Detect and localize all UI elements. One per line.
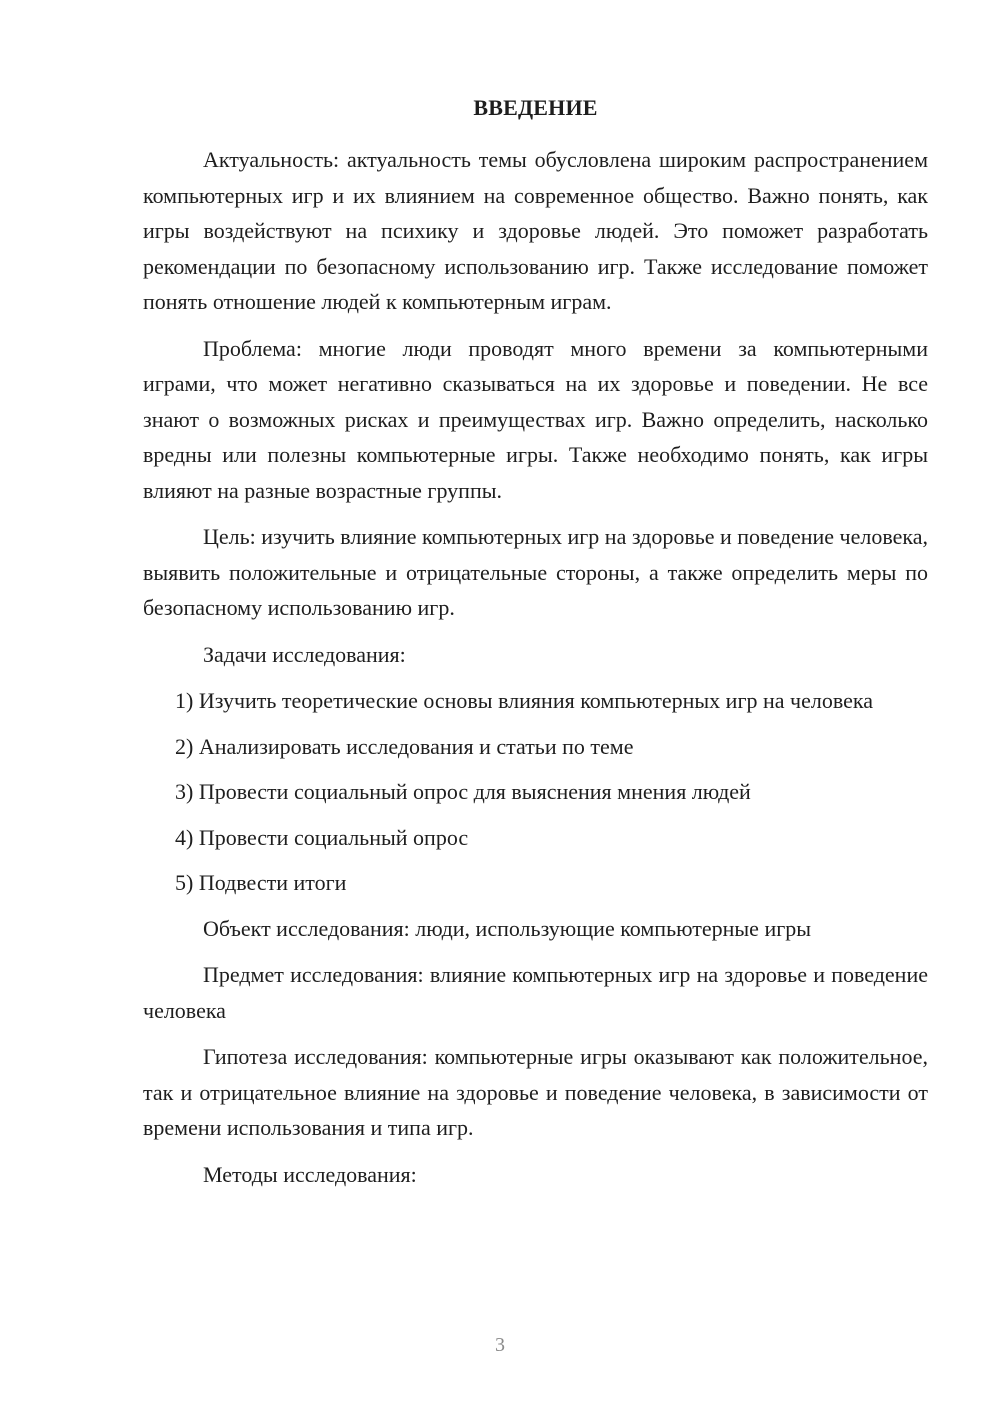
paragraph-relevance: Актуальность: актуальность темы обусловлена широким распространением компьютерных игр и их влиянием на современное общество. Важно понять, как игры воздействуют на психику и здоровье людей. Это поможет разработать рекомендации по безопасному использованию игр. Также исследование поможет понять отношение людей к компьютерным играм.: [143, 147, 928, 314]
paragraph-object: Объект исследования: люди, использующие компьютерные игры: [203, 915, 812, 941]
section-title: ВВЕДЕНИЕ: [473, 95, 598, 120]
page-number: 3: [495, 1334, 505, 1356]
document-page: [143, 94, 928, 1203]
task-item-2: 2) Анализировать исследования и статьи по теме: [175, 733, 634, 759]
tasks-heading: Задачи исследования:: [203, 641, 406, 667]
paragraph-methods: Методы исследования:: [203, 1161, 417, 1187]
task-item-1: 1) Изучить теоретические основы влияния компьютерных игр на человека: [175, 688, 873, 713]
paragraph-subject: Предмет исследования: влияние компьютерных игр на здоровье и поведение человека: [143, 962, 928, 1023]
paragraph-hypothesis: Гипотеза исследования: компьютерные игры оказывают как положительное, так и отрицательное влияние на здоровье и поведение человека, в зависимости от времени использования и типа игр.: [143, 1044, 928, 1140]
paragraph-goal: Цель: изучить влияние компьютерных игр на здоровье и поведение человека, выявить положительные и отрицательные стороны, а также определить меры по безопасному использованию игр.: [143, 524, 929, 620]
task-item-4: 4) Провести социальный опрос: [175, 824, 469, 850]
paragraph-problem: Проблема: многие люди проводят много времени за компьютерными играми, что может негативно сказываться на их здоровье и поведении. Не все знают о возможных рисках и преимуществах игр. Важно определить, насколько вредны или полезны компьютерные игры. Также необходимо понять, как игры влияют на разные возрастные группы.: [143, 335, 928, 503]
task-item-5: 5) Подвести итоги: [175, 870, 347, 895]
task-item-3: 3) Провести социальный опрос для выяснения мнения людей: [175, 779, 751, 804]
